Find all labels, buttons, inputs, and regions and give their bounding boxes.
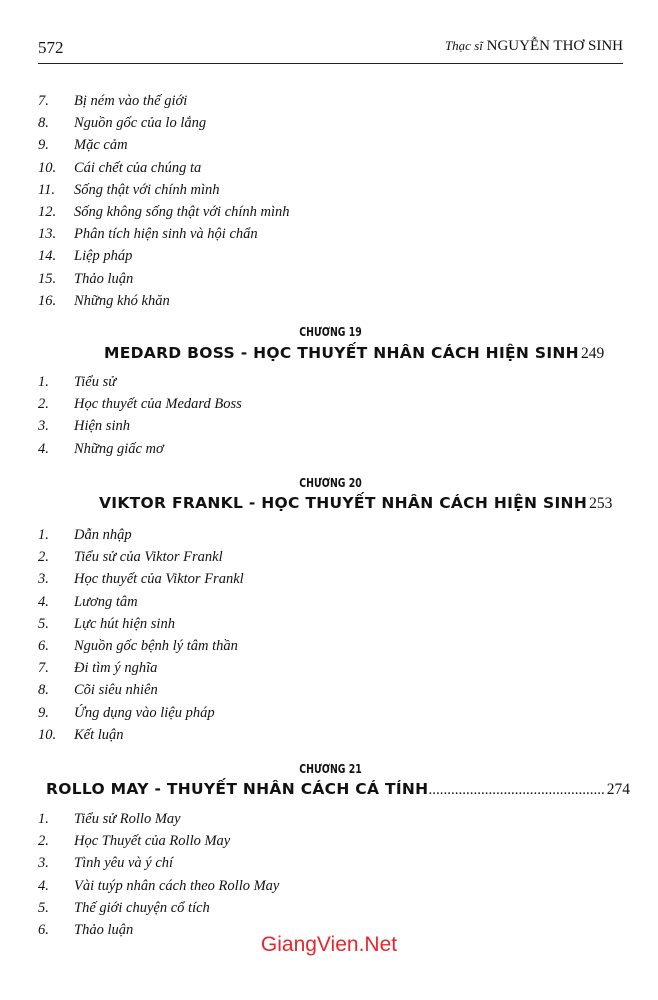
toc-item: 12. Sống không sống thật với chính mình [38,203,290,220]
toc-item: 2. Tiểu sử của Viktor Frankl [38,549,223,566]
toc-item: 3. Tình yêu và ý chí [38,855,174,872]
header-rule [38,63,623,64]
toc-item: 9. Ứng dụng vào liệu pháp [38,704,215,721]
toc-item: 10. Kết luận [38,726,124,743]
chapter-title-row[interactable] [104,344,605,368]
toc-item: 7. Bị ném vào thế giới [38,93,188,109]
chapter-title: MEDARD BOSS - HỌC THUYẾT NHÂN CÁCH HIỆN SINH [104,344,579,362]
toc-item: 2. Học thuyết của Medard Boss [38,396,242,413]
author-name: NGUYỄN THƠ SINH [486,38,623,54]
toc-item: 7. Đi tìm ý nghĩa [38,660,158,677]
toc-list-chapter-21 [38,808,623,941]
chapter-label: CHƯƠNG 20 [299,476,362,490]
toc-item: 14. Liệp pháp [38,248,133,265]
toc-item: 6. Thảo luận [38,921,134,938]
watermark-text: GiangVien.Net [260,933,398,956]
chapter-label: CHƯƠNG 19 [299,325,362,339]
page-header [38,38,623,60]
chapter-title: VIKTOR FRANKL - HỌC THUYẾT NHÂN CÁCH HIỆN SINH [99,494,588,512]
toc-item: 4. Vài tuýp nhân cách theo Rollo May [38,877,280,894]
chapter-title: ROLLO MAY - THUYẾT NHÂN CÁCH CÁ TÍNH [46,780,429,798]
chapter-page-number: 274 [606,781,630,798]
toc-item: 11. Sống thật với chính mình [38,181,220,198]
chapter-title-row[interactable] [46,780,630,804]
toc-item: 5. Thế giới chuyện cổ tích [38,899,210,916]
page-number: 572 [38,38,64,57]
toc-item: 3. Hiện sinh [38,418,130,435]
toc-item: 1. Tiểu sử [38,374,117,390]
chapter-title-row[interactable] [99,494,613,518]
toc-list-previous-chapter [38,90,623,312]
toc-item: 8. Nguồn gốc của lo lắng [38,115,207,132]
chapter-page-number: 249 [580,345,605,362]
toc-item: 16. Những khó khăn [38,292,170,309]
toc-item: 8. Cõi siêu nhiên [38,682,158,699]
running-head [445,38,623,55]
toc-item: 13. Phân tích hiện sinh và hội chẩn [38,226,258,243]
chapter-label: CHƯƠNG 21 [299,762,362,776]
toc-item: 6. Nguồn gốc bệnh lý tâm thần [38,637,238,654]
toc-item: 3. Học thuyết của Viktor Frankl [38,571,244,588]
toc-list-chapter-19 [38,371,623,460]
toc-item: 10. Cái chết của chúng ta [38,159,202,176]
toc-item: 1. Dẫn nhập [38,527,132,543]
toc-item: 4. Những giấc mơ [38,440,164,457]
toc-item: 15. Thảo luận [38,270,134,287]
leader-dots: ............................................... [428,782,605,798]
chapter-page-number: 253 [589,495,613,512]
author-title: Thạc sĩ [444,38,483,53]
toc-item: 2. Học Thuyết của Rollo May [38,833,231,850]
toc-list-chapter-20 [38,524,623,746]
toc-item: 9. Mặc cảm [38,137,128,154]
toc-item: 5. Lực hút hiện sinh [38,615,175,632]
toc-item: 1. Tiểu sử Rollo May [38,811,181,827]
toc-item: 4. Lương tâm [38,593,138,610]
